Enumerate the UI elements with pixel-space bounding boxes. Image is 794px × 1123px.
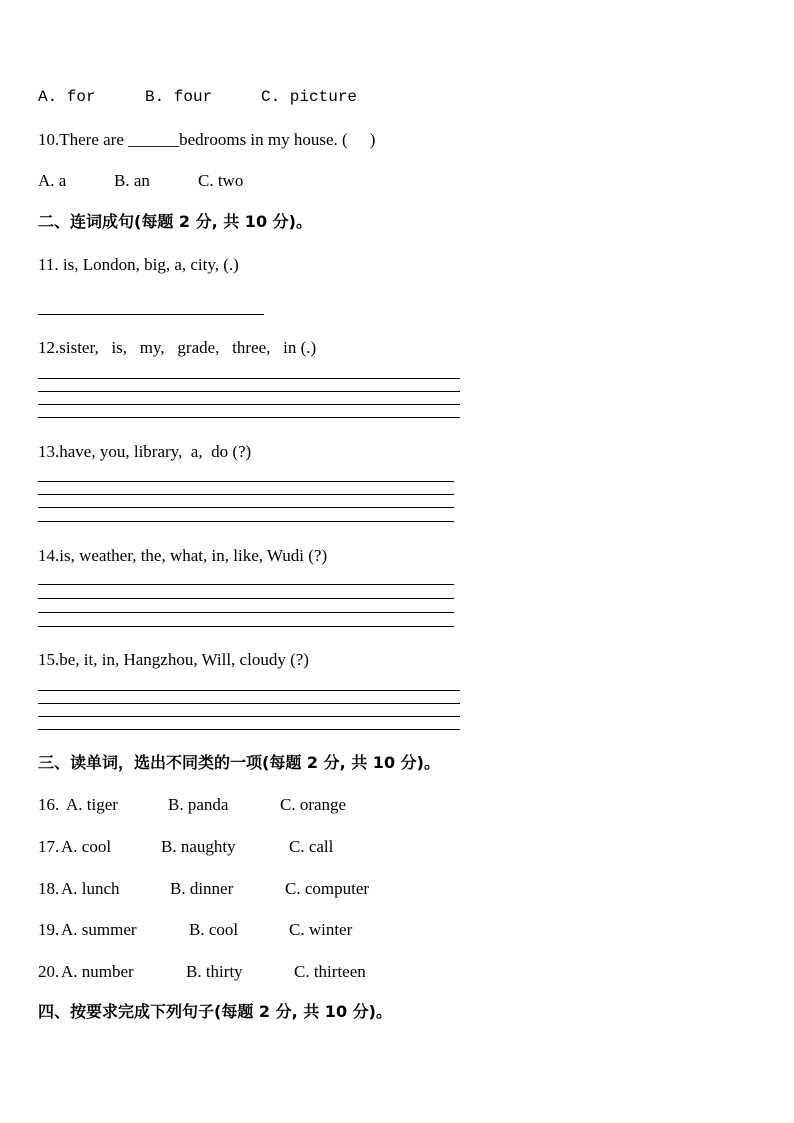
q10-stem-before: 10.There are <box>38 130 129 149</box>
q20-option-a: A. number <box>61 962 134 981</box>
q19-option-a: A. summer <box>61 920 137 939</box>
q9-option-a: A. for <box>38 88 96 106</box>
answer-line[interactable] <box>38 729 460 730</box>
q10-paren-close: ) <box>369 130 376 149</box>
q13-prompt: 13.have, you, library, a, do (?) <box>38 442 252 461</box>
answer-line[interactable] <box>38 378 460 379</box>
q17-option-a: A. cool <box>61 837 112 856</box>
q16-option-c: C. orange <box>280 795 347 814</box>
answer-line[interactable] <box>38 507 454 508</box>
q19-number: 19. <box>38 920 60 939</box>
q9-option-c: C. picture <box>261 88 358 106</box>
q18-option-b: B. dinner <box>170 879 234 898</box>
answer-line[interactable] <box>38 598 454 599</box>
answer-line[interactable] <box>38 521 454 522</box>
q11-prompt: 11. is, London, big, a, city, (.) <box>38 255 239 274</box>
answer-line[interactable] <box>38 481 454 482</box>
answer-line[interactable] <box>38 404 460 405</box>
answer-line[interactable] <box>38 391 460 392</box>
q10-stem-after: bedrooms in my house. ( <box>179 130 348 149</box>
q18-number: 18. <box>38 879 60 898</box>
section2-heading: 二、连词成句(每题 2 分, 共 10 分)。 <box>38 212 312 231</box>
q10-option-a: A. a <box>38 171 67 190</box>
section4-heading: 四、按要求完成下列句子(每题 2 分, 共 10 分)。 <box>38 1002 392 1021</box>
q14-prompt: 14.is, weather, the, what, in, like, Wudi (?) <box>38 546 328 565</box>
q10-option-c: C. two <box>198 171 244 190</box>
q10-blank: ______ <box>128 130 180 149</box>
q10-option-b: B. an <box>114 171 150 190</box>
q16-option-a: A. tiger <box>66 795 118 814</box>
q16-option-b: B. panda <box>168 795 229 814</box>
q17-number: 17. <box>38 837 60 856</box>
q20-option-c: C. thirteen <box>294 962 366 981</box>
q16-number: 16. <box>38 795 64 814</box>
q20-option-b: B. thirty <box>186 962 243 981</box>
answer-line[interactable] <box>38 494 454 495</box>
answer-line[interactable] <box>38 612 454 613</box>
q18-option-c: C. computer <box>285 879 370 898</box>
answer-line[interactable] <box>38 703 460 704</box>
answer-line[interactable] <box>38 690 460 691</box>
q17-option-b: B. naughty <box>161 837 236 856</box>
answer-line[interactable] <box>38 716 460 717</box>
q11-answer-line[interactable] <box>38 314 264 315</box>
answer-line[interactable] <box>38 584 454 585</box>
q15-prompt: 15.be, it, in, Hangzhou, Will, cloudy (?) <box>38 650 309 669</box>
answer-line[interactable] <box>38 626 454 627</box>
q17-option-c: C. call <box>289 837 334 856</box>
answer-line[interactable] <box>38 417 460 418</box>
q12-prompt: 12.sister, is, my, grade, three, in (.) <box>38 338 317 357</box>
q10-stem <box>38 130 375 150</box>
q19-option-b: B. cool <box>189 920 239 939</box>
q20-number: 20. <box>38 962 60 981</box>
q9-option-b: B. four <box>145 88 213 106</box>
q19-option-c: C. winter <box>289 920 353 939</box>
section3-heading: 三、读单词，选出不同类的一项(每题 2 分, 共 10 分)。 <box>38 753 440 772</box>
q18-option-a: A. lunch <box>61 879 120 898</box>
